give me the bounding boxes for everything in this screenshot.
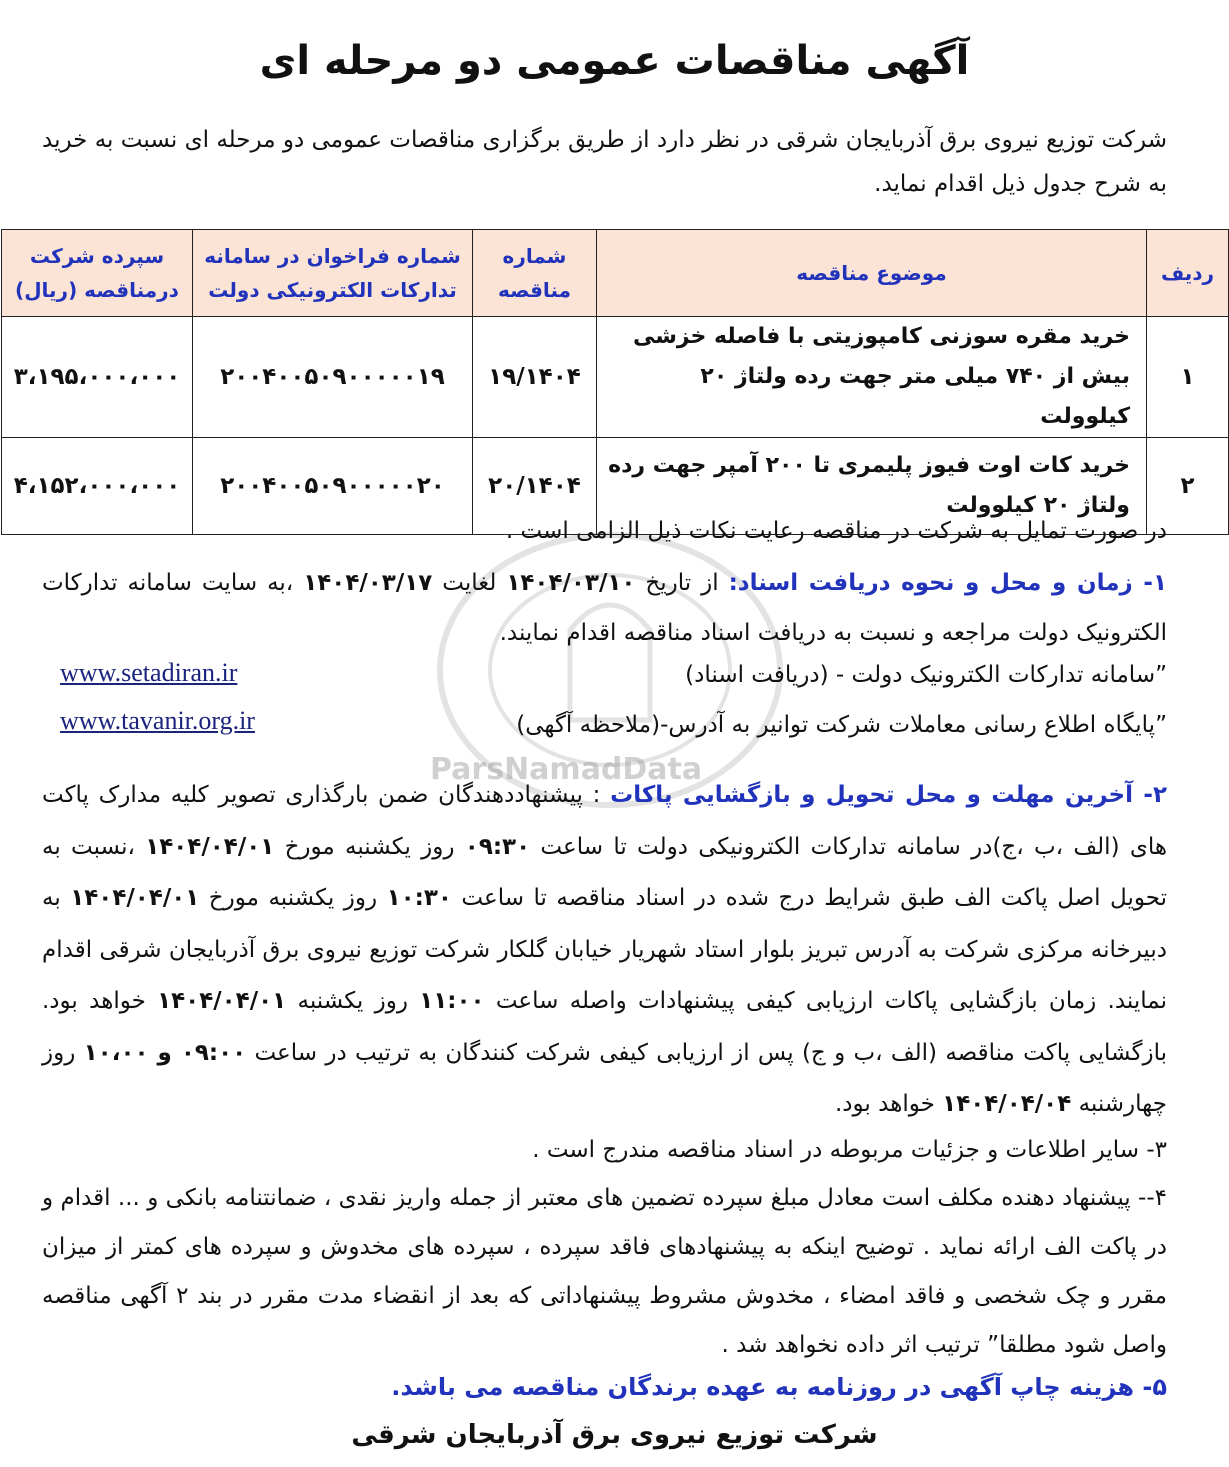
section-1-text: لغایت <box>432 570 507 596</box>
section-2-text: روز یکشنبه <box>286 988 420 1014</box>
date-from: ۱۴۰۴/۰۳/۱۰ <box>506 570 636 596</box>
header-row-no: ردیف <box>1147 230 1229 317</box>
section-3: ۳- سایر اطلاعات و جزئیات مربوطه در اسناد مناقصه مندرج است . <box>532 1137 1167 1163</box>
section-2-text: خواهد بود. بازگشایی پاکت مناقصه (الف ،ب و ج) پس از ارزیابی کیفی شرکت کنندگان به ترتیب در ساعت <box>42 988 1167 1066</box>
section-1-text: ،به سایت سامانه تدارکات الکترونیک دولت مراجعه و نسبت به دریافت اسناد مناقصه اقدام نمایند. <box>42 570 1167 646</box>
date-upload: ۱۴۰۴/۰۴/۰۱ <box>145 833 275 860</box>
site2-label: ”پایگاه اطلاع رسانی معاملات شرکت توانیر به آدرس-(ملاحظه آگهی) <box>516 712 1167 738</box>
date-delivery: ۱۴۰۴/۰۴/۰۱ <box>70 885 200 911</box>
cell-call-no: ۲۰۰۴۰۰۵۰۹۰۰۰۰۰۱۹ <box>193 317 473 438</box>
section-2-text: روز چهارشنبه <box>42 1039 1167 1117</box>
tender-table <box>1 229 1229 535</box>
page-title: آگهی مناقصات عمومی دو مرحله ای <box>259 38 970 84</box>
time-opening-quality: ۱۱:۰۰ <box>419 988 485 1014</box>
signature: شرکت توزیع نیروی برق آذربایجان شرقی <box>351 1420 878 1450</box>
cell-deposit: ۴،۱۵۲،۰۰۰،۰۰۰ <box>2 438 193 535</box>
watermark-text: ParsNamadData <box>430 752 703 787</box>
header-deposit: سپرده شرکت درمناقصه (ریال) <box>2 230 193 317</box>
conditions-intro: در صورت تمایل به شرکت در مناقصه رعایت نکات ذیل الزامی است . <box>505 518 1167 544</box>
setadiran-link[interactable]: www.setadiran.ir <box>60 658 238 687</box>
tavanir-link[interactable]: www.tavanir.org.ir <box>60 706 255 735</box>
header-tender-no: شماره مناقصه <box>473 230 597 317</box>
section-2-text: به دبیرخانه مرکزی شرکت به آدرس تبریز بلوار استاد شهریار خیابان گلکار شرکت توزیع نیروی برق آذربایجان شرقی اقدام نمایند. زمان بازگشایی پاکات ارزیابی کیفی پیشنهادات واصله ساعت <box>42 885 1167 1014</box>
section-2-text: ،نسبت به تحویل اصل پاکت الف طبق شرایط درج شده در اسناد مناقصه تا ساعت <box>42 833 1167 911</box>
date-to: ۱۴۰۴/۰۳/۱۷ <box>303 570 433 596</box>
time-upload: ۰۹:۳۰ <box>464 833 531 860</box>
section-2-heading: ۲- آخرین مهلت و محل تحویل و بازگشایی پاکات <box>610 782 1167 808</box>
section-1-text: از تاریخ <box>635 570 729 596</box>
section-2-text: روز یکشنبه مورخ <box>199 885 387 911</box>
cell-subject: خرید کات اوت فیوز پلیمری تا ۲۰۰ آمپر جهت رده ولتاژ ۲۰ کیلوولت <box>597 438 1147 535</box>
cell-row-no: ۲ <box>1147 438 1229 535</box>
cell-call-no: ۲۰۰۴۰۰۵۰۹۰۰۰۰۰۲۰ <box>193 438 473 535</box>
table-header-row <box>2 230 1229 317</box>
cell-tender-no: ۱۹/۱۴۰۴ <box>473 317 597 438</box>
section-2-text: روز یکشنبه مورخ <box>274 833 465 860</box>
section-1 <box>42 558 1167 658</box>
date-opening-packets: ۱۴۰۴/۰۴/۰۴ <box>942 1091 1072 1117</box>
date-opening-quality: ۱۴۰۴/۰۴/۰۱ <box>157 988 287 1014</box>
section-2-text: خواهد بود. <box>835 1091 943 1117</box>
section-5: ۵- هزینه چاپ آگهی در روزنامه به عهده برندگان مناقصه می باشد. <box>391 1373 1167 1401</box>
intro-paragraph: شرکت توزیع نیروی برق آذربایجان شرقی در نظر دارد از طریق برگزاری مناقصات عمومی دو مرحله ای نسبت به خرید به شرح جدول ذیل اقدام نماید. <box>42 127 1167 197</box>
time-opening-packets: ۰۹:۰۰ و ۱۰،۰۰ <box>83 1039 247 1066</box>
section-1-heading: ۱- زمان و محل و نحوه دریافت اسناد: <box>728 570 1167 596</box>
cell-row-no: ۱ <box>1147 317 1229 438</box>
site1-label: ”سامانه تدارکات الکترونیک دولت - (دریافت اسناد) <box>685 662 1167 688</box>
table-row <box>2 317 1229 438</box>
section-2 <box>42 770 1167 1131</box>
section-2-text: : پیشنهاددهندگان ضمن بارگذاری تصویر کلیه مدارک پاکت های (الف ،ب ،ج)در سامانه تدارکات الکترونیکی دولت تا ساعت <box>42 782 1167 860</box>
cell-deposit: ۳،۱۹۵،۰۰۰،۰۰۰ <box>2 317 193 438</box>
cell-subject: خرید مقره سوزنی کامپوزیتی با فاصله خزشی بیش از ۷۴۰ میلی متر جهت رده ولتاژ ۲۰ کیلوولت <box>597 317 1147 438</box>
section-4: ۴-- پیشنهاد دهنده مکلف است معادل مبلغ سپرده تضمین های معتبر از جمله واریز نقدی ، ضمانتنامه بانکی و ... اقدام و در پاکت الف ارائه نماید . توضیح اینکه به پیشنهادهای فاقد سپرده ، سپرده های مخدوش و سپرده های کمتر از میزان مقرر و چک شخصی و فاقد امضاء ، مخدوش مشروط پیشنهاداتی که بعد از انقضاء مدت مقرر در بند ۲ آگهی مناقصه واصل شود مطلقا” ترتیب اثر داده نخواهد شد . <box>42 1185 1167 1358</box>
header-call-no: شماره فراخوان در سامانه تدارکات الکترونیکی دولت <box>193 230 473 317</box>
header-subject: موضوع مناقصه <box>597 230 1147 317</box>
cell-tender-no: ۲۰/۱۴۰۴ <box>473 438 597 535</box>
time-delivery: ۱۰:۳۰ <box>386 885 452 911</box>
